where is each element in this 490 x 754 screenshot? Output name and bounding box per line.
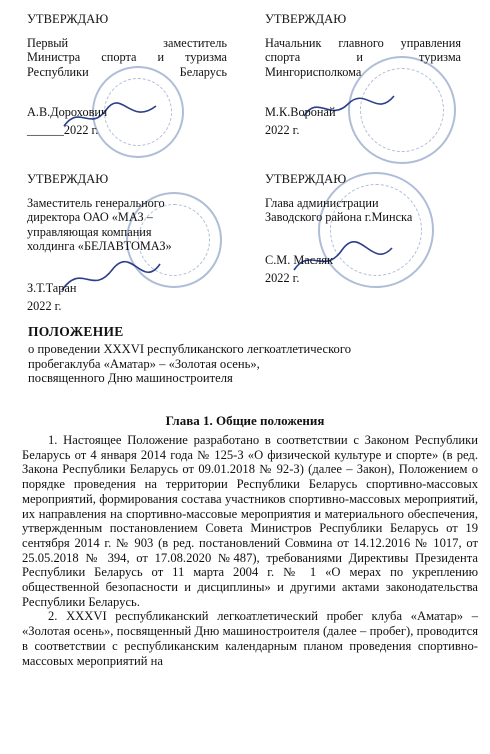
document-title: ПОЛОЖЕНИЕ [28,324,124,339]
approval-name: С.М. Масляк [265,252,333,267]
approval-date: 2022 г. [27,299,62,314]
approval-name: А.В.Дорохович [27,104,108,119]
approval-date: 2022 г. [265,123,300,138]
approval-org: Глава администрации Заводского района г.Минска [265,196,413,225]
approval-block-mingorispolkom [265,12,461,137]
approval-org: Заместитель генерального директора ОАО «МАЗ – управляющая компания холдинга «БЕЛАВТОМАЗ» [27,196,172,253]
approval-name: З.Т.Таран [27,281,77,296]
approval-date: 2022 г. [265,270,300,285]
approval-heading: УТВЕРЖДАЮ [265,12,347,26]
approval-heading: УТВЕРЖДАЮ [27,12,109,26]
approval-name: М.К.Воронай [265,104,336,119]
approval-block-ministry [27,12,227,137]
approval-org: Первый заместитель Министра спорта и туризма Республики Беларусь [27,36,227,79]
document-subtitle: о проведении XXXVI республиканского легкоатлетического пробегаклуба «Аматар» – «Золотая осень», посвященного Дню машиностроителя [28,342,351,385]
approval-date: ______2022 г. [27,123,99,138]
approval-heading: УТВЕРЖДАЮ [27,172,109,186]
paragraph: 1. Настоящее Положение разработано в соответствии с Законом Республики Беларусь от 4 января 2014 года № 125-З «О физической культуре и спорте» (в ред. Закона Республики Беларусь от 09.01.2018 № 92-З) (далее – Закон), Положением о порядке проведения на территории Республики Беларусь спортивно-массовых мероприятий, формирования состава участников спортивно-массовых мероприятий, их направления на спортивно-массовые мероприятия и материального обеспечения, утвержденным постановлением Совета Министров Республики Беларусь от 19 сентября 2014 г. № 903 (в ред. постановлений Совмина от 14.12.2016 № 1017, от 25.05.2018 № 394, от 17.08.2020 №487), требованиями Директивы Президента Республики Беларусь от 11 марта 2004 г. № 1 «О мерах по укреплению общественной безопасности и дисциплины» и другими актами законодательства Республики Беларусь. [22,433,478,609]
document-body [22,433,478,668]
approval-block-district [265,172,465,285]
document-title-block [28,324,468,386]
approval-org: Начальник главного управления спорта и туризма Мингорисполкома [265,36,461,79]
chapter-heading: Глава 1. Общие положения [165,413,325,428]
approval-heading: УТВЕРЖДАЮ [265,172,347,186]
approval-block-maz [27,172,237,313]
paragraph: 2. XXXVI республиканский легкоатлетический пробег клуба «Аматар» – «Золотая осень», посвященный Дню машиностроителя (далее – пробег), проводится в соответствии с республиканским календарным планом проведения спортивно-массовых мероприятий на [22,609,478,668]
